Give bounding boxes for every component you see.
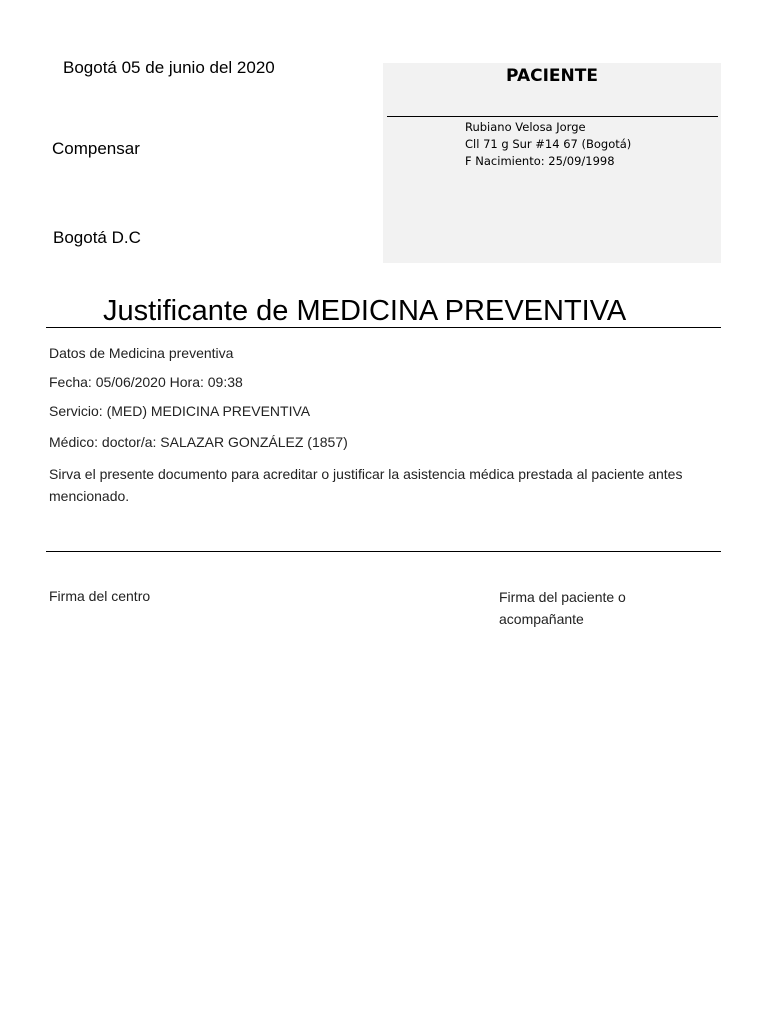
- date-line: Bogotá 05 de junio del 2020: [63, 58, 275, 77]
- patient-name: Rubiano Velosa Jorge: [465, 120, 586, 134]
- patient-details: [465, 119, 631, 170]
- patient-birthdate: F Nacimiento: 25/09/1998: [465, 154, 615, 168]
- title-divider: [46, 327, 721, 328]
- bottom-divider: [46, 551, 721, 552]
- section-heading: Datos de Medicina preventiva: [49, 345, 234, 361]
- city-name: Bogotá D.C: [53, 228, 141, 247]
- doctor-line: Médico: doctor/a: SALAZAR GONZÁLEZ (1857): [49, 434, 348, 450]
- patient-signature-label: Firma del paciente o acompañante: [499, 589, 626, 627]
- justification-note: Sirva el presente documento para acreditar o justificar la asistencia médica prestada al paciente antes mencionado.: [49, 466, 683, 504]
- service-line: Servicio: (MED) MEDICINA PREVENTIVA: [49, 403, 311, 419]
- patient-box: [383, 63, 721, 263]
- entity-name: Compensar: [52, 139, 140, 158]
- patient-address: Cll 71 g Sur #14 67 (Bogotá): [465, 137, 632, 151]
- center-signature-label: Firma del centro: [49, 588, 151, 604]
- appointment-date: Fecha: 05/06/2020 Hora: 09:38: [49, 374, 243, 390]
- patient-divider: [387, 116, 718, 117]
- patient-title: PACIENTE: [506, 66, 598, 86]
- document-title: Justificante de MEDICINA PREVENTIVA: [103, 295, 627, 327]
